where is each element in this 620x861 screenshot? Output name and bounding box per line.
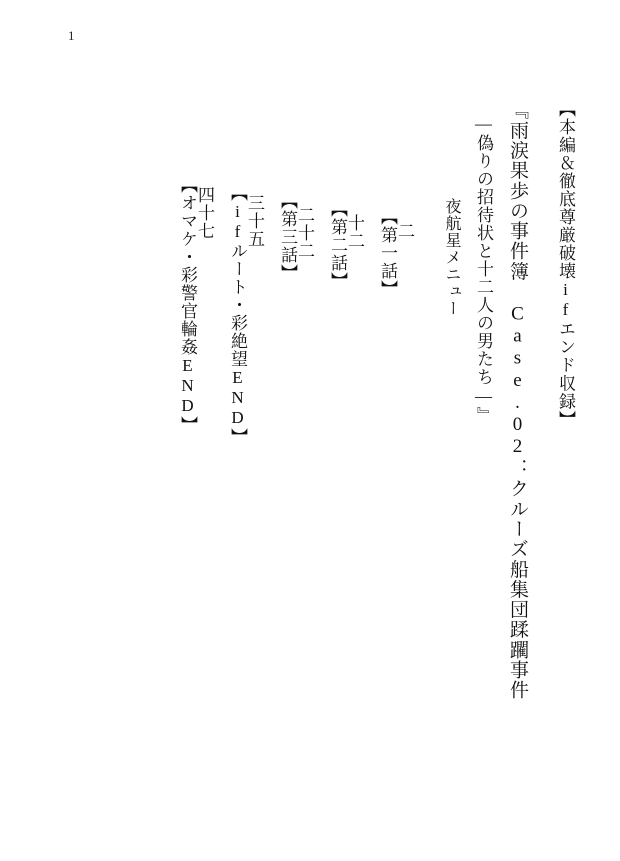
document-subtitle: ―偽りの招待状と十二人の男たち―』	[474, 114, 493, 425]
entry-chapter2-label: 【第二話】	[328, 200, 347, 291]
document-header-note: 【本編＆徹底尊厳破壊ifエンド収録】	[556, 100, 575, 429]
entry-chapter1-page: 二	[395, 222, 414, 241]
document-title: 『雨涙果歩の事件簿 Case.02：クルーズ船集団蹂躙事件	[507, 100, 528, 701]
entry-chapter2-page: 十二	[345, 214, 364, 251]
entry-chapter1-label: 【第一話】	[378, 208, 397, 299]
entry-omake-page: 四十七	[195, 186, 214, 241]
entry-if-label: 【ifルート・彩絶望END】	[228, 184, 247, 447]
list-item	[179, 100, 213, 434]
entry-chapter3-label: 【第三話】	[278, 192, 297, 283]
table-of-contents	[179, 100, 574, 800]
menu-label: 夜航星メニュー	[443, 198, 460, 317]
list-item	[329, 100, 363, 290]
list-item	[279, 100, 313, 282]
list-item	[379, 100, 413, 298]
entry-chapter3-page: 二十二	[295, 206, 314, 261]
list-item	[229, 100, 263, 446]
entry-omake-label: 【オマケ・彩警官輪姦END】	[178, 176, 197, 435]
page-number: 1	[68, 28, 75, 43]
entry-if-page: 三十五	[245, 194, 264, 249]
